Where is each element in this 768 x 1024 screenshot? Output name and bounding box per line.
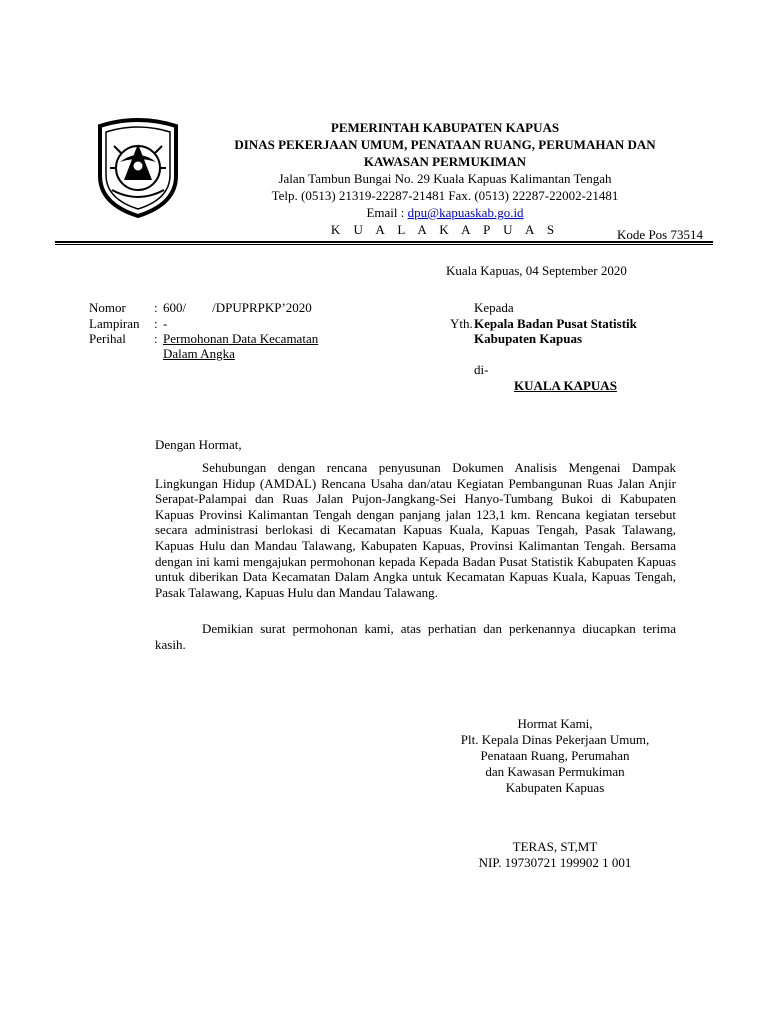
letterhead-divider [55, 241, 713, 243]
body-paragraph-1: Sehubungan dengan rencana penyusunan Dokumen Analisis Mengenai Dampak Lingkungan Hidup (AMDAL) Rencana Usaha dan/atau Kegiatan Pembangunan Ruas Jalan Anjir Serapat-Palampai dan Ruas Jalan Pujon-Jangkang-Sei Hanyo-Tumbang Bukoi di Kabupaten Kapuas Provinsi Kalimantan Tengah dengan panjang jalan 123,1 km. Rencana kegiatan tersebut secara administrasi berlokasi di Kecamatan Kapuas Kuala, Kapuas Tengah, Pasak Talawang, Kapuas Hulu dan Mandau Talawang, Kabupaten Kapuas, Provinsi Kalimantan Tengah. Bersama dengan ini kami mengajukan permohonan kepada Kepada Badan Pusat Statistik Kabupaten Kapuas untuk diberikan Data Kecamatan Dalam Angka untuk Kecamatan Kapuas Kuala, Kapuas Tengah, Pasak Talawang, Kapuas Hulu dan Mandau Talawang. [155, 460, 676, 600]
perihal-label: Perihal [89, 331, 126, 346]
lampiran-colon: : [154, 316, 158, 331]
letterhead-email-link[interactable]: dpu@kapuaskab.go.id [407, 205, 524, 220]
letterhead-phone: Telp. (0513) 21319-22287-21481 Fax. (0513) 22287-22002-21481 [271, 188, 619, 203]
recipient-yth: Yth. [450, 316, 473, 331]
signatory-nip: NIP. 19730721 199902 1 001 [478, 855, 632, 870]
nomor-colon: : [154, 300, 158, 315]
perihal-value-line2: Dalam Angka [163, 346, 235, 361]
signature-block [420, 716, 690, 796]
recipient-di: di- [474, 362, 489, 377]
signature-title-4: Kabupaten Kapuas [505, 780, 605, 795]
greeting: Dengan Hormat, [155, 437, 242, 452]
nomor-label: Nomor [89, 300, 126, 315]
letterhead [190, 119, 700, 238]
signature-title-3: dan Kawasan Permukiman [485, 764, 625, 779]
recipient-kepada: Kepada [474, 300, 514, 315]
signatory-name: TERAS, ST,MT [512, 839, 598, 854]
perihal-colon: : [154, 331, 158, 346]
letterhead-divider-thin [55, 244, 713, 245]
letterhead-agency-cont: KAWASAN PERMUKIMAN [363, 154, 527, 169]
place-date: Kuala Kapuas, 04 September 2020 [446, 263, 627, 278]
lampiran-value: - [163, 316, 168, 331]
letterhead-address: Jalan Tambun Bungai No. 29 Kuala Kapuas Kalimantan Tengah [278, 171, 612, 186]
letterhead-city: K U A L A K A P U A S [330, 222, 560, 237]
letterhead-agency: DINAS PEKERJAAN UMUM, PENATAAN RUANG, PERUMAHAN DAN [234, 137, 656, 152]
recipient-city: KUALA KAPUAS [514, 378, 617, 393]
perihal-value-line1: Permohonan Data Kecamatan [163, 331, 319, 346]
signature-title-1: Plt. Kepala Dinas Pekerjaan Umum, [460, 732, 650, 747]
letterhead-government: PEMERINTAH KABUPATEN KAPUAS [330, 120, 560, 135]
recipient-name-line1: Kepala Badan Pusat Statistik [474, 316, 637, 331]
postal-code: Kode Pos 73514 [617, 227, 703, 242]
nomor-value: 600/ /DPUPRPKP’2020 [163, 300, 312, 315]
signature-closing: Hormat Kami, [517, 716, 593, 731]
regency-emblem-icon [92, 118, 184, 218]
body-paragraph-2: Demikian surat permohonan kami, atas perhatian dan perkenannya diucapkan terima kasih. [155, 621, 676, 652]
lampiran-label: Lampiran [89, 316, 140, 331]
letterhead-email-line [190, 204, 700, 221]
letterhead-email-label: Email : [366, 205, 408, 220]
signature-title-2: Penataan Ruang, Perumahan [480, 748, 630, 763]
recipient-name-line2: Kabupaten Kapuas [474, 331, 583, 346]
signatory [420, 839, 690, 871]
